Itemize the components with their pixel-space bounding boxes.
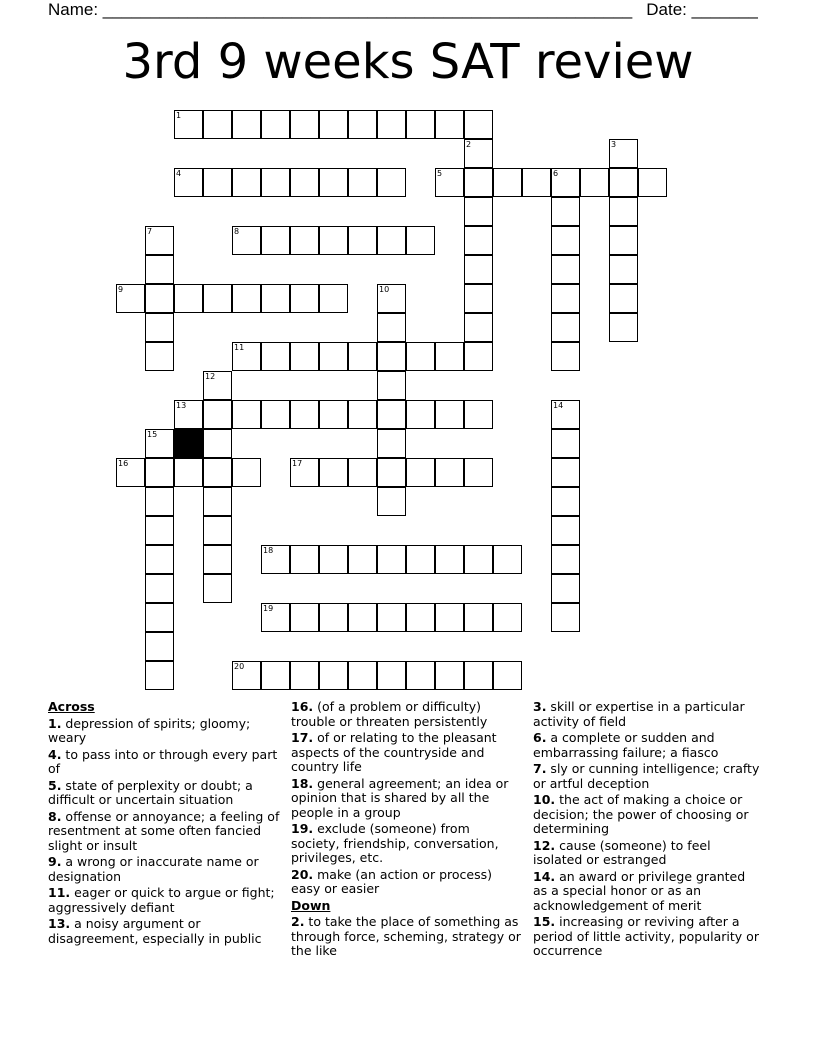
grid-cell[interactable]	[145, 574, 174, 603]
grid-cell[interactable]	[551, 342, 580, 371]
grid-cell[interactable]	[319, 400, 348, 429]
grid-cell[interactable]	[551, 197, 580, 226]
clue-item-text: eager or quick to argue or fight; aggressively defiant	[48, 885, 275, 915]
grid-cell[interactable]	[551, 400, 580, 429]
grid-cell[interactable]	[116, 284, 145, 313]
grid-cell[interactable]	[290, 458, 319, 487]
clue-column-3	[533, 700, 763, 961]
clue-number: 16	[118, 459, 129, 468]
clue-item-text: of or relating to the pleasant aspects of the countryside and country life	[291, 730, 497, 774]
grid-cell[interactable]	[232, 226, 261, 255]
grid-cell[interactable]	[377, 168, 406, 197]
clue-column-2	[291, 700, 521, 961]
grid-cell[interactable]	[406, 603, 435, 632]
grid-cell[interactable]	[551, 603, 580, 632]
grid-cell[interactable]	[319, 545, 348, 574]
grid-cell[interactable]	[348, 342, 377, 371]
grid-cell[interactable]	[232, 110, 261, 139]
grid-cell[interactable]	[377, 661, 406, 690]
grid-cell[interactable]	[609, 197, 638, 226]
clue-item	[533, 915, 763, 959]
grid-cell[interactable]	[261, 168, 290, 197]
clue-item	[48, 917, 284, 946]
grid-cell[interactable]	[261, 226, 290, 255]
clue-item-text: state of perplexity or doubt; a difficult or uncertain situation	[48, 777, 253, 807]
clue-number: 7	[147, 227, 153, 236]
grid-cell[interactable]	[551, 255, 580, 284]
grid-cell[interactable]	[145, 342, 174, 371]
clue-item-number: 4.	[48, 746, 62, 762]
grid-cell[interactable]	[174, 458, 203, 487]
grid-cell[interactable]	[319, 284, 348, 313]
grid-cell[interactable]	[319, 603, 348, 632]
grid-cell[interactable]	[145, 255, 174, 284]
grid-cell[interactable]	[406, 110, 435, 139]
clue-item-number: 10.	[533, 792, 556, 807]
grid-cell[interactable]	[551, 574, 580, 603]
clue-item-text: depression of spirits; gloomy; weary	[48, 715, 251, 745]
clue-item-text: exclude (someone) from society, friendship, conversation, privileges, etc.	[291, 821, 499, 865]
clue-number: 12	[205, 372, 216, 381]
grid-cell[interactable]	[145, 632, 174, 661]
grid-cell[interactable]	[203, 110, 232, 139]
clue-item-number: 18.	[291, 775, 314, 791]
clue-item-text: make (an action or process) easy or easier	[291, 866, 492, 896]
grid-cell[interactable]	[203, 284, 232, 313]
clue-item-text: a noisy argument or disagreement, especially in public	[48, 916, 262, 946]
grid-cell[interactable]	[551, 487, 580, 516]
grid-cell[interactable]	[319, 168, 348, 197]
grid-cell[interactable]	[319, 661, 348, 690]
clue-item	[48, 748, 284, 777]
grid-cell[interactable]	[377, 110, 406, 139]
clue-item-number: 17.	[291, 730, 314, 745]
grid-cell[interactable]	[377, 603, 406, 632]
grid-cell[interactable]	[116, 458, 145, 487]
clue-item-number: 11.	[48, 885, 71, 900]
clue-item-number: 5.	[48, 777, 62, 793]
clue-item	[533, 839, 763, 868]
grid-cell[interactable]	[406, 545, 435, 574]
grid-cell[interactable]	[232, 168, 261, 197]
grid-cell[interactable]	[174, 284, 203, 313]
grid-cell[interactable]	[319, 226, 348, 255]
clue-item-number: 16.	[291, 699, 314, 714]
grid-cell[interactable]	[203, 400, 232, 429]
grid-cell[interactable]	[261, 603, 290, 632]
grid-cell[interactable]	[464, 197, 493, 226]
grid-cell[interactable]	[261, 545, 290, 574]
clue-item	[48, 717, 284, 746]
grid-cell[interactable]	[377, 342, 406, 371]
clue-item	[291, 700, 521, 729]
grid-cell[interactable]	[406, 342, 435, 371]
grid-cell[interactable]	[464, 458, 493, 487]
grid-cell[interactable]	[464, 139, 493, 168]
grid-cell[interactable]	[551, 429, 580, 458]
clue-item-text: the act of making a choice or decision; the power of choosing or determining	[533, 792, 749, 836]
clue-number: 5	[437, 169, 443, 178]
grid-cell[interactable]	[435, 110, 464, 139]
grid-cell[interactable]	[261, 661, 290, 690]
name-field-label[interactable]: Name: ________________________________________________________	[48, 0, 633, 19]
grid-cell[interactable]	[348, 400, 377, 429]
clue-item-text: skill or expertise in a particular activity of field	[533, 699, 745, 729]
clue-item	[291, 822, 521, 866]
grid-cell[interactable]	[551, 545, 580, 574]
clue-number: 20	[234, 662, 245, 671]
grid-cell[interactable]	[145, 429, 174, 458]
clue-item-text: sly or cunning intelligence; crafty or artful deception	[533, 761, 760, 791]
clue-item-number: 14.	[533, 868, 556, 884]
clue-item-text: a wrong or inaccurate name or designation	[48, 854, 259, 884]
grid-cell[interactable]	[290, 400, 319, 429]
grid-cell[interactable]	[493, 603, 522, 632]
clue-number: 8	[234, 227, 240, 236]
grid-cell[interactable]	[174, 110, 203, 139]
clue-item	[48, 855, 284, 884]
grid-cell[interactable]	[261, 400, 290, 429]
clue-number: 3	[611, 140, 617, 149]
grid-cell[interactable]	[464, 255, 493, 284]
grid-cell[interactable]	[406, 226, 435, 255]
grid-cell[interactable]	[464, 168, 493, 197]
clue-item-number: 12.	[533, 837, 556, 853]
grid-cell[interactable]	[261, 110, 290, 139]
grid-cell[interactable]	[609, 313, 638, 342]
grid-cell[interactable]	[145, 487, 174, 516]
grid-cell[interactable]	[464, 110, 493, 139]
clue-number: 18	[263, 546, 274, 555]
grid-cell[interactable]	[377, 371, 406, 400]
grid-cell[interactable]	[145, 545, 174, 574]
grid-cell[interactable]	[464, 342, 493, 371]
clue-item-text: offense or annoyance; a feeling of resentment at some often fancied slight or insult	[48, 808, 280, 853]
clue-item-text: increasing or reviving after a period of little activity, popularity or occurrence	[533, 914, 759, 958]
grid-cell[interactable]	[464, 400, 493, 429]
clue-number: 14	[553, 401, 564, 410]
grid-cell[interactable]	[145, 284, 174, 313]
grid-cell[interactable]	[203, 168, 232, 197]
clue-item-number: 6.	[533, 730, 547, 745]
down-heading: Down	[291, 897, 331, 913]
clue-number: 15	[147, 430, 158, 439]
grid-cell[interactable]	[377, 313, 406, 342]
grid-cell[interactable]	[435, 661, 464, 690]
grid-cell[interactable]	[348, 168, 377, 197]
grid-cell[interactable]	[551, 313, 580, 342]
grid-cell[interactable]	[232, 400, 261, 429]
grid-cell[interactable]	[348, 226, 377, 255]
grid-cell[interactable]	[406, 400, 435, 429]
clue-item	[48, 779, 284, 808]
grid-cell[interactable]	[609, 168, 638, 197]
grid-cell[interactable]	[551, 458, 580, 487]
clue-item	[533, 793, 763, 837]
clue-item	[291, 915, 521, 959]
grid-cell[interactable]	[406, 458, 435, 487]
grid-cell[interactable]	[551, 168, 580, 197]
grid-cell[interactable]	[145, 458, 174, 487]
clue-item	[533, 762, 763, 791]
clue-number: 2	[466, 140, 472, 149]
clue-item	[48, 886, 284, 915]
clue-item-number: 1.	[48, 715, 62, 731]
grid-cell[interactable]	[435, 342, 464, 371]
grid-cell[interactable]	[377, 226, 406, 255]
clue-item-text: an award or privilege granted as a special honor or as an acknowledgement of merit	[533, 868, 746, 913]
grid-cell[interactable]	[290, 110, 319, 139]
grid-cell[interactable]	[464, 284, 493, 313]
grid-cell[interactable]	[348, 661, 377, 690]
grid-cell[interactable]	[203, 458, 232, 487]
grid-cell[interactable]	[232, 661, 261, 690]
grid-cell[interactable]	[145, 226, 174, 255]
clue-item-text: a complete or sudden and embarrassing failure; a fiasco	[533, 730, 719, 760]
grid-cell[interactable]	[435, 458, 464, 487]
grid-cell[interactable]	[493, 661, 522, 690]
grid-cell[interactable]	[377, 458, 406, 487]
black-cell	[174, 429, 203, 458]
grid-cell[interactable]	[319, 342, 348, 371]
grid-cell[interactable]	[203, 487, 232, 516]
clue-item	[533, 700, 763, 729]
grid-cell[interactable]	[551, 284, 580, 313]
clue-item-number: 2.	[291, 914, 305, 929]
grid-cell[interactable]	[348, 545, 377, 574]
grid-cell[interactable]	[522, 168, 551, 197]
clue-item-number: 9.	[48, 854, 62, 869]
grid-cell[interactable]	[609, 255, 638, 284]
grid-cell[interactable]	[232, 284, 261, 313]
clue-item-number: 8.	[48, 808, 62, 824]
grid-cell[interactable]	[203, 545, 232, 574]
grid-cell[interactable]	[377, 429, 406, 458]
grid-cell[interactable]	[261, 342, 290, 371]
grid-cell[interactable]	[290, 284, 319, 313]
clue-item-number: 20.	[291, 866, 314, 882]
grid-cell[interactable]	[232, 458, 261, 487]
clue-item	[48, 810, 284, 854]
grid-cell[interactable]	[203, 516, 232, 545]
clue-item-number: 15.	[533, 914, 556, 929]
clue-item	[291, 868, 521, 897]
clue-item	[533, 870, 763, 914]
clue-number: 11	[234, 343, 245, 352]
grid-cell[interactable]	[377, 284, 406, 313]
grid-cell[interactable]	[203, 574, 232, 603]
clue-item-number: 13.	[48, 916, 71, 931]
clue-item-text: cause (someone) to feel isolated or estranged	[533, 837, 711, 867]
grid-cell[interactable]	[464, 226, 493, 255]
clue-item-number: 7.	[533, 761, 547, 776]
grid-cell[interactable]	[145, 516, 174, 545]
grid-cell[interactable]	[319, 458, 348, 487]
grid-cell[interactable]	[377, 400, 406, 429]
clue-number: 19	[263, 604, 274, 613]
grid-cell[interactable]	[551, 226, 580, 255]
grid-cell[interactable]	[232, 342, 261, 371]
grid-cell[interactable]	[290, 603, 319, 632]
grid-cell[interactable]	[580, 168, 609, 197]
grid-cell[interactable]	[145, 603, 174, 632]
grid-cell[interactable]	[435, 545, 464, 574]
clue-item-number: 3.	[533, 699, 547, 714]
date-field-label[interactable]: Date: _______	[646, 0, 758, 19]
clue-number: 6	[553, 169, 559, 178]
grid-cell[interactable]	[464, 545, 493, 574]
clue-number: 10	[379, 285, 390, 294]
clue-number: 17	[292, 459, 303, 468]
grid-cell[interactable]	[464, 603, 493, 632]
grid-cell[interactable]	[348, 603, 377, 632]
grid-cell[interactable]	[290, 342, 319, 371]
grid-cell[interactable]	[435, 400, 464, 429]
clue-number: 9	[118, 285, 124, 294]
grid-cell[interactable]	[174, 400, 203, 429]
clue-item	[291, 777, 521, 821]
clue-item-text: (of a problem or difficulty) trouble or threaten persistently	[291, 699, 488, 729]
grid-cell[interactable]	[551, 516, 580, 545]
grid-cell[interactable]	[290, 661, 319, 690]
grid-cell[interactable]	[203, 429, 232, 458]
grid-cell[interactable]	[435, 168, 464, 197]
grid-cell[interactable]	[203, 371, 232, 400]
grid-cell[interactable]	[290, 545, 319, 574]
grid-cell[interactable]	[377, 545, 406, 574]
page-title: 3rd 9 weeks SAT review	[122, 34, 694, 90]
grid-cell[interactable]	[435, 603, 464, 632]
clue-number: 4	[176, 169, 182, 178]
clue-number: 13	[176, 401, 187, 410]
grid-cell[interactable]	[464, 661, 493, 690]
grid-cell[interactable]	[145, 661, 174, 690]
grid-cell[interactable]	[493, 545, 522, 574]
grid-cell[interactable]	[464, 313, 493, 342]
across-heading: Across	[48, 699, 95, 714]
grid-cell[interactable]	[493, 168, 522, 197]
grid-cell[interactable]	[348, 458, 377, 487]
grid-cell[interactable]	[290, 226, 319, 255]
clue-item-number: 19.	[291, 821, 314, 836]
clue-item	[533, 731, 763, 760]
grid-cell[interactable]	[406, 661, 435, 690]
grid-cell[interactable]	[290, 168, 319, 197]
grid-cell[interactable]	[609, 284, 638, 313]
grid-cell[interactable]	[319, 110, 348, 139]
grid-cell[interactable]	[261, 284, 290, 313]
grid-cell[interactable]	[609, 226, 638, 255]
grid-cell[interactable]	[348, 110, 377, 139]
clue-item	[291, 731, 521, 775]
grid-cell[interactable]	[638, 168, 667, 197]
clue-item-text: to pass into or through every part of	[48, 746, 278, 776]
grid-cell[interactable]	[145, 313, 174, 342]
clue-item-text: general agreement; an idea or opinion that is shared by all the people in a group	[291, 775, 509, 820]
clue-number: 1	[176, 111, 182, 120]
grid-cell[interactable]	[609, 139, 638, 168]
grid-cell[interactable]	[377, 487, 406, 516]
clue-item-text: to take the place of something as through force, scheming, strategy or the like	[291, 914, 521, 958]
grid-cell[interactable]	[174, 168, 203, 197]
clue-column-1	[48, 700, 284, 948]
